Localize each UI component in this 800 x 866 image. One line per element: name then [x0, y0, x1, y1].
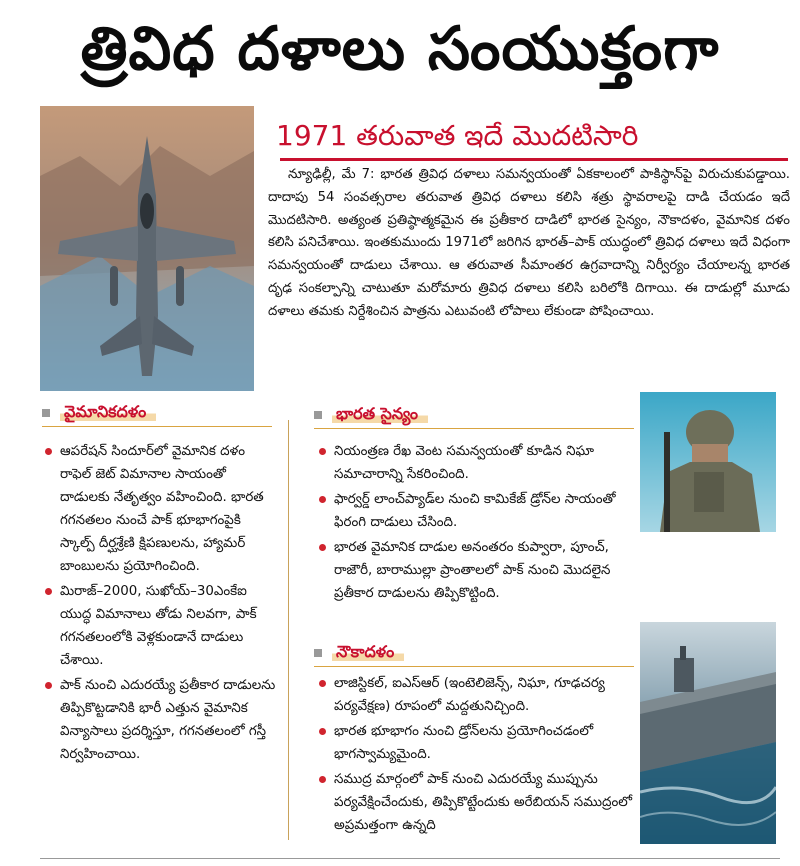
soldier-image-svg [640, 392, 776, 532]
lead-paragraph-text: న్యూఢిల్లీ, మే 7: భారత త్రివిధ దళాలు సమన్వయంతో ఏకకాలంలో పాకిస్థాన్‌పై విరుచుకుపడ్డాయి. దాదాపు 54 సంవత్సరాల తరువాత త్రివిధ దళాలు కలిసి శత్రు స్థావరాలపై దాడి చేయడం ఇదే మొదటిసారి. అత్యంత ప్రతిష్ఠాత్మకమైన ఈ ప్రతీకార దాడిలో భారత సైన్యం, నౌకాదళం, వైమానిక దళం కలిసి పనిచేశాయి. ఇంతకుముందు 1971లో జరిగిన భారత్–పాక్ యుద్ధంలో త్రివిధ దళాలు ఇదే విధంగా సమన్వయంతో దాడులు చేశాయి. ఆ తరువాత సీమాంతర ఉగ్రవాదాన్ని నిర్వీర్యం చేయాలన్న భారత దృఢ సంకల్పాన్ని చాటుతూ మరోమారు త్రివిధ దళాలు కలిసి బరిలోకి దిగాయి. ఈ దాడుల్లో మూడు దళాలు తమకు నిర్దేశించిన పాత్రను ఎటువంటి లోపాలు లేకుండా పోషించాయి. [268, 167, 790, 319]
air-force-section-header [42, 400, 272, 424]
carrier-image-svg [640, 622, 776, 844]
section-square-icon [314, 411, 322, 419]
navy-header-rule [314, 666, 634, 667]
section-square-icon [314, 649, 322, 657]
army-bullets [318, 440, 638, 607]
army-header-rule [314, 428, 634, 429]
aircraft-carrier-photo [640, 622, 776, 844]
sub-headline-underline [280, 158, 788, 161]
section-square-icon [42, 409, 50, 417]
column-divider [288, 420, 289, 840]
list-item: భారత వైమానిక దాడుల అనంతరం కుప్వారా, పూంచ్, రాజౌరీ, బారాముల్లా ప్రాంతాలలో పాక్ నుంచి మొదలైన ప్రతీకార దాడులను తిప్పికొట్టింది. [318, 536, 638, 605]
soldier-photo [640, 392, 776, 532]
list-item: పాక్ నుంచి ఎదురయ్యే ప్రతీకార దాడులను తిప్పికొట్టడానికి భారీ ఎత్తున వైమానిక విన్యాసాలు ప్రదర్శిస్తూ, గగనతలంలో గస్తీ నిర్వహించాయి. [44, 674, 276, 766]
bottom-rule [40, 858, 780, 859]
navy-section-header [314, 640, 634, 664]
list-item: భారత భూభాగం నుంచి డ్రోన్‌లను ప్రయోగించడంలో భాగస్వామ్యమైంది. [318, 720, 638, 766]
jet-image-svg [40, 106, 254, 391]
main-headline: త్రివిధ దళాలు సంయుక్తంగా [80, 14, 720, 84]
air-force-header-text: వైమానికదళం [60, 402, 156, 421]
lead-paragraph [268, 164, 790, 324]
sub-headline: 1971 తరువాత ఇదే మొదటిసారి [276, 119, 639, 152]
list-item: లాజిస్టికల్, ఐఎస్‌ఆర్ (ఇంటెలిజెన్స్, నిఘా, గూఢచర్య పర్యవేక్షణ) రూపంలో మద్దతునిచ్చింది. [318, 672, 638, 718]
list-item: ఫార్వర్డ్ లాంచ్‌ప్యాడ్‌ల నుంచి కామికేజ్ డ్రోన్‌ల సాయంతో ఫిరంగి దాడులు చేసింది. [318, 488, 638, 534]
fighter-jet-photo [40, 106, 254, 391]
list-item: సముద్ర మార్గంలో పాక్ నుంచి ఎదురయ్యే ముప్పును పర్యవేక్షించేందుకు, తిప్పికొట్టేందుకు అరేబియన్ సముద్రంలో అప్రమత్తంగా ఉన్నది [318, 768, 638, 837]
list-item: ఆపరేషన్ సిందూర్‌లో వైమానిక దళం రాఫెల్ జెట్ విమానాల సాయంతో దాడులకు నేతృత్వం వహించింది. భారత గగనతలం నుంచే పాక్ భూభాగంపైకి స్కాల్ప్ దీర్ఘశ్రేణి క్షిపణులను, హ్యామర్ బాంబులను ప్రయోగించింది. [44, 440, 276, 578]
navy-bullets [318, 672, 638, 839]
navy-header-text: నౌకాదళం [332, 642, 404, 661]
air-force-bullets [44, 440, 276, 768]
army-section-header [314, 402, 634, 426]
list-item: మిరాజ్–2000, సుఖోయ్–30ఎంకేఐ యుద్ధ విమానాలు తోడు నిలవగా, పాక్ గగనతలంలోకి వెళ్లకుండానే దాడులు చేశాయి. [44, 580, 276, 672]
list-item: నియంత్రణ రేఖ వెంట సమన్వయంతో కూడిన నిఘా సమాచారాన్ని సేకరించింది. [318, 440, 638, 486]
air-force-header-rule [42, 426, 272, 427]
army-header-text: భారత సైన్యం [332, 404, 428, 423]
